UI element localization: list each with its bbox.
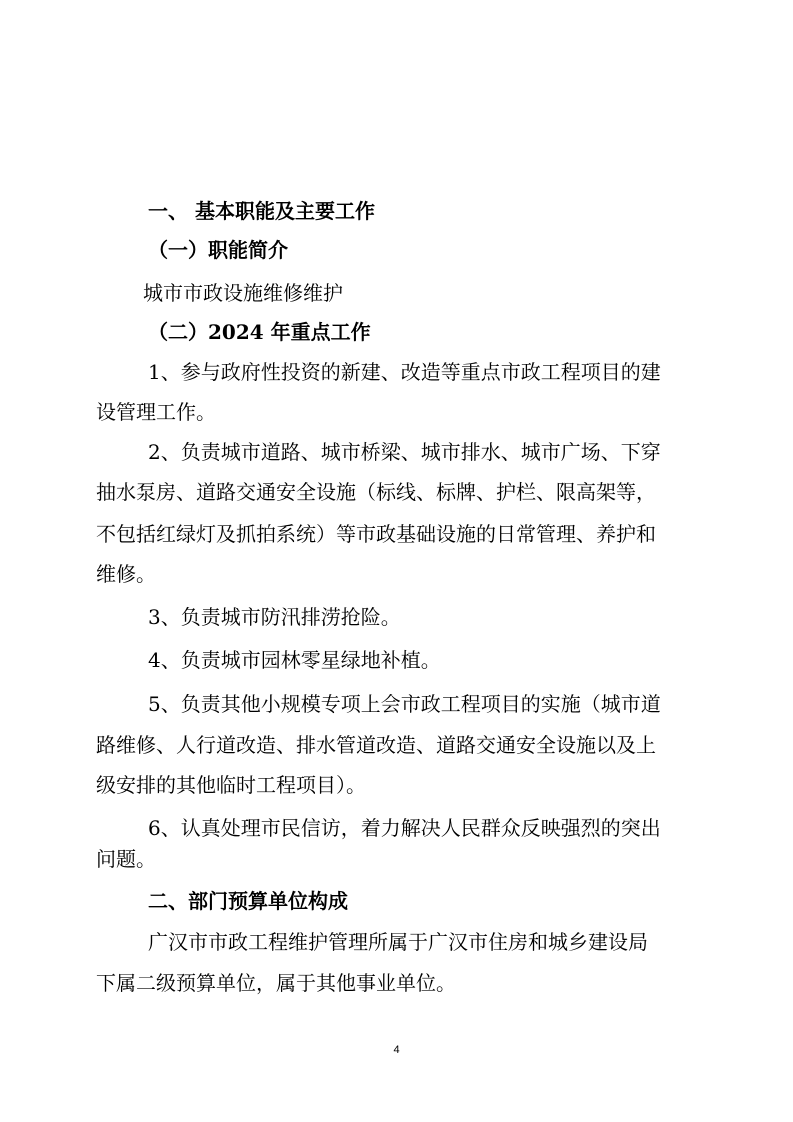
work-item-1-line-1: 1、参与政府性投资的新建、改造等重点市政工程项目的建 — [148, 360, 661, 384]
work-item-5-line-3: 级安排的其他临时工程项目）。 — [96, 773, 366, 797]
work-item-3: 3、负责城市防汛排涝抢险。 — [148, 605, 401, 629]
work-item-5-line-2: 路维修、人行道改造、排水管道改造、道路交通安全设施以及上 — [96, 733, 656, 757]
work-item-2-line-1: 2、负责城市道路、城市桥梁、城市排水、城市广场、下穿 — [148, 440, 661, 464]
work-item-6-line-2: 问题。 — [96, 847, 156, 871]
section-2-line-1: 广汉市市政工程维护管理所属于广汉市住房和城乡建设局 — [148, 930, 648, 954]
work-item-1-line-2: 设管理工作。 — [96, 400, 216, 424]
section-2-heading: 二、部门预算单位构成 — [148, 889, 348, 913]
work-item-6-line-1: 6、认真处理市民信访，着力解决人民群众反映强烈的突出 — [148, 816, 661, 840]
subsection-1-heading: （一）职能简介 — [148, 238, 288, 262]
page-number: 4 — [393, 1044, 400, 1056]
section-1-heading: 一、 基本职能及主要工作 — [148, 199, 375, 223]
section-2-line-2: 下属二级预算单位，属于其他事业单位。 — [96, 971, 456, 995]
subsection-2-heading: （二）2024 年重点工作 — [148, 320, 371, 344]
work-item-2-line-4: 维修。 — [96, 562, 156, 586]
work-item-2-line-2: 抽水泵房、道路交通安全设施（标线、标牌、护栏、限高架等， — [96, 480, 656, 504]
work-item-5-line-1: 5、负责其他小规模专项上会市政工程项目的实施（城市道 — [148, 692, 661, 716]
work-item-2-line-3: 不包括红绿灯及抓拍系统）等市政基础设施的日常管理、养护和 — [96, 522, 656, 546]
subsection-1-text: 城市市政设施维修维护 — [143, 281, 343, 305]
work-item-4: 4、负责城市园林零星绿地补植。 — [148, 648, 441, 672]
